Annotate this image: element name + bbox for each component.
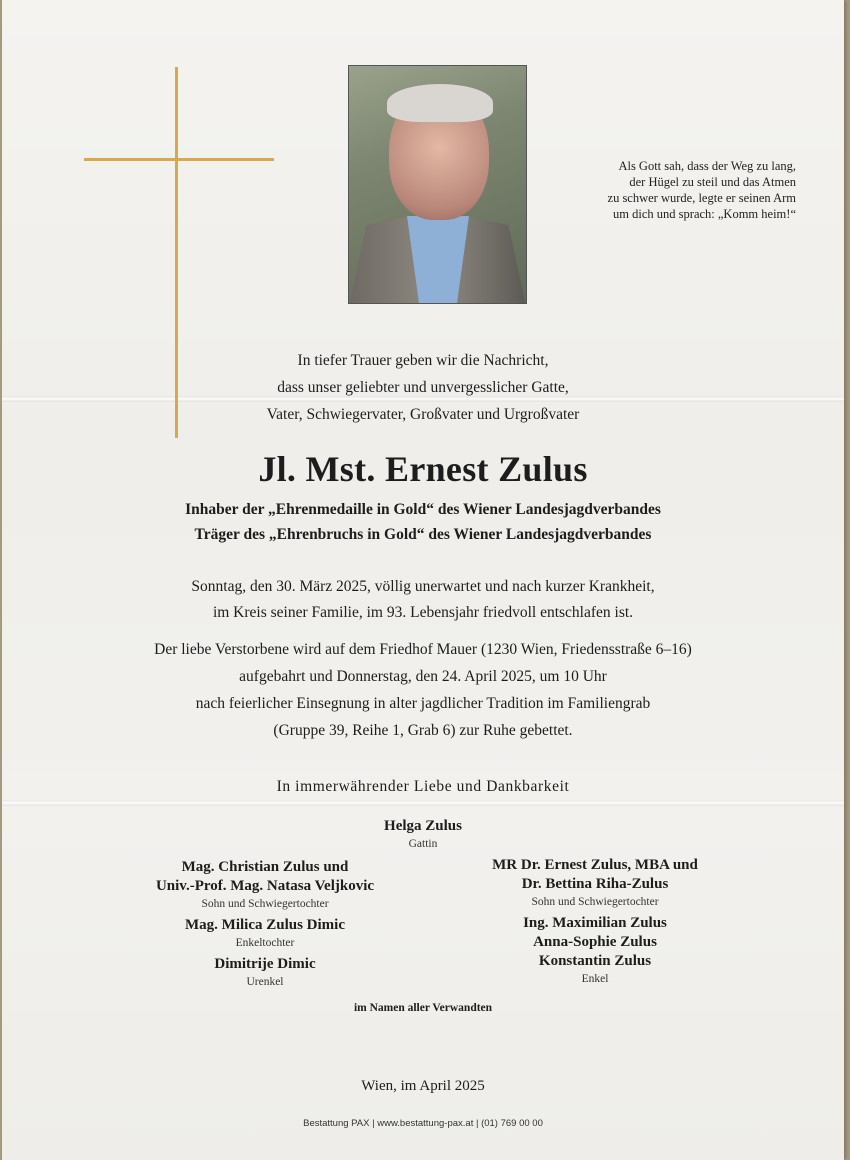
funeral-home-footer: Bestattung PAX | www.bestattung-pax.at | (01) 769 00 00 (303, 1118, 543, 1129)
family-name: Mag. Milica Zulus Dimic (185, 917, 345, 933)
funeral-notice-line: Der liebe Verstorbene wird auf dem Friedhof Mauer (1230 Wien, Friedensstraße 6–16) (154, 641, 692, 658)
family-role: Sohn und Schwiegertochter (201, 898, 329, 910)
family-name: Ing. Maximilian Zulus (523, 915, 667, 931)
family-role: Sohn und Schwiegertochter (531, 896, 659, 908)
death-notice-line: Sonntag, den 30. März 2025, völlig unerwartet und nach kurzer Krankheit, (191, 578, 655, 595)
funeral-notice-line: (Gruppe 39, Reihe 1, Grab 6) zur Ruhe gebettet. (273, 722, 573, 739)
fold-line-bottom (2, 800, 844, 806)
poem (582, 158, 796, 222)
spouse-role: Gattin (408, 838, 438, 850)
portrait-photo (348, 65, 527, 304)
obituary-sheet (2, 0, 844, 1160)
family-name: MR Dr. Ernest Zulus, MBA und (492, 857, 698, 873)
family-name: Konstantin Zulus (538, 953, 652, 969)
honors (2, 497, 844, 547)
poem-line: um dich und sprach: „Komm heim!“ (613, 207, 796, 221)
honor-line: Träger des „Ehrenbruchs in Gold“ des Wiener Landesjagdverbandes (194, 526, 652, 543)
intro-line: In tiefer Trauer geben wir die Nachricht, (297, 352, 549, 369)
family-left-column (120, 858, 410, 990)
poem-line: der Hügel zu steil und das Atmen (629, 175, 796, 189)
funeral-notice-line: aufgebahrt und Donnerstag, den 24. April 2025, um 10 Uhr (239, 668, 607, 685)
intro-line: Vater, Schwiegervater, Großvater und Urgroßvater (266, 406, 580, 423)
family-role: Enkeltochter (235, 937, 295, 949)
intro-line: dass unser geliebter und unvergesslicher Gatte, (277, 379, 569, 396)
family-right-column (450, 856, 740, 987)
family-name: Dimitrije Dimic (214, 956, 316, 972)
closing-line: In immerwährender Liebe und Dankbarkeit (276, 778, 570, 795)
portrait-hair (387, 84, 493, 122)
family-name: Dr. Bettina Riha-Zulus (521, 876, 669, 892)
family-name: Anna-Sophie Zulus (533, 934, 657, 950)
place-date: Wien, im April 2025 (361, 1078, 485, 1094)
cross-icon-horizontal (84, 158, 274, 161)
family-name: Univ.-Prof. Mag. Natasa Veljkovic (155, 878, 375, 894)
family-role: Enkel (581, 973, 609, 985)
funeral-notice (2, 636, 844, 744)
spouse-block (2, 817, 844, 852)
intro-text (2, 347, 844, 428)
spouse-name: Helga Zulus (384, 818, 462, 834)
death-notice (2, 574, 844, 626)
poem-line: zu schwer wurde, legte er seinen Arm (607, 191, 796, 205)
poem-line: Als Gott sah, dass der Weg zu lang, (618, 159, 796, 173)
death-notice-line: im Kreis seiner Familie, im 93. Lebensjahr friedvoll entschlafen ist. (212, 604, 634, 621)
funeral-notice-line: nach feierlicher Einsegnung in alter jagdlicher Tradition im Familiengrab (195, 695, 651, 712)
family-role: Urenkel (246, 976, 284, 988)
deceased-name: Jl. Mst. Ernest Zulus (258, 449, 588, 489)
all-relatives: im Namen aller Verwandten (353, 1002, 493, 1014)
family-name: Mag. Christian Zulus und (181, 859, 349, 875)
honor-line: Inhaber der „Ehrenmedaille in Gold“ des Wiener Landesjagdverbandes (185, 501, 661, 518)
